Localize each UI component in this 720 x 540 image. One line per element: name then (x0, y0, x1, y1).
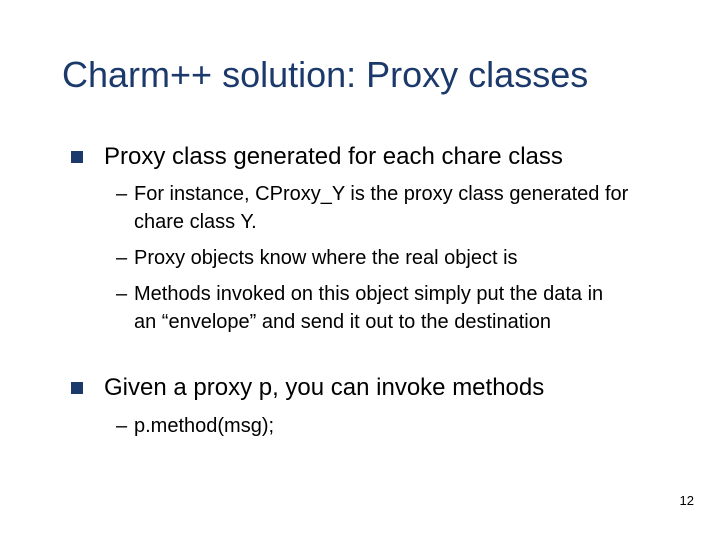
sub-bullet-text: For instance, CProxy_Y is the proxy class generated for chare class Y. (134, 183, 629, 233)
sub-bullet-dash: – (116, 283, 128, 305)
sub-bullet-dash: – (116, 247, 128, 269)
square-bullet-icon (71, 382, 83, 394)
sub-bullet-dash: – (116, 415, 128, 437)
slide-title: Charm++ solution: Proxy classes (62, 54, 589, 95)
sub-bullet-text: p.method(msg); (134, 415, 275, 437)
square-bullet-icon (71, 151, 83, 163)
bullet-text: Given a proxy p, you can invoke methods (104, 374, 545, 401)
sub-bullet-text: Methods invoked on this object simply put the data in an “envelope” and send it out to the destination (134, 283, 604, 333)
sub-bullet-text: Proxy objects know where the real object is (134, 247, 518, 269)
page-number: 12 (679, 493, 694, 508)
sub-bullet-dash: – (116, 183, 128, 205)
bullet-text: Proxy class generated for each chare class (104, 143, 563, 170)
